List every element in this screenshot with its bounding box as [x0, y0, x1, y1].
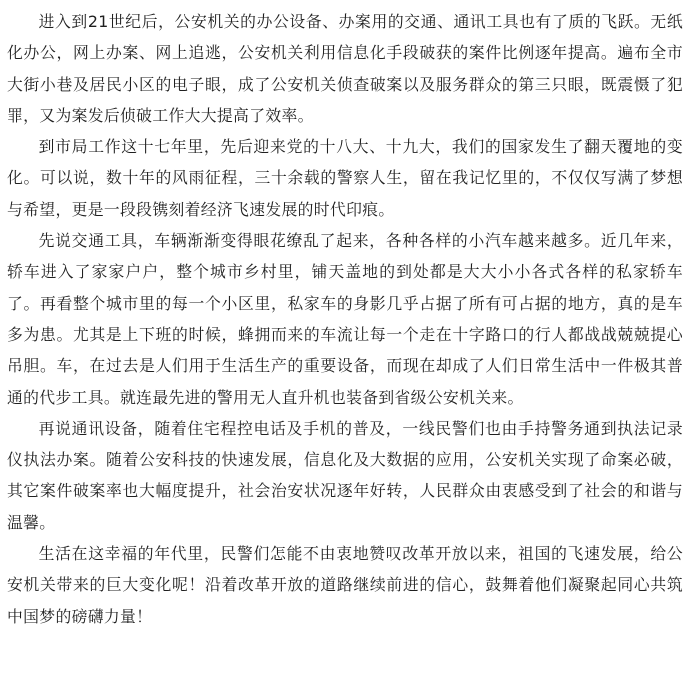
paragraph-2: 到市局工作这十七年里，先后迎来党的十八大、十九大，我们的国家发生了翻天覆地的变化。可以说，数十年的风雨征程，三十余载的警察人生，留在我记忆里的，不仅仅写满了梦想与希望，更是一段段镌刻着经济飞速发展的时代印痕。: [7, 137, 683, 219]
paragraph-3: 先说交通工具，车辆渐渐变得眼花缭乱了起来，各种各样的小汽车越来越多。近几年来，轿车进入了家家户户，整个城市乡村里，铺天盖地的到处都是大大小小各式各样的私家轿车了。再看整个城市里的每一个小区里，私家车的身影几乎占据了所有可占据的地方，真的是车多为患。尤其是上下班的时候，蜂拥而来的车流让每一个走在十字路口的行人都战战兢兢提心吊胆。车，在过去是人们用于生活生产的重要设备，而现在却成了人们日常生活中一件极其普通的代步工具。就连最先进的警用无人直升机也装备到省级公安机关来。: [7, 231, 683, 407]
article-body: [7, 6, 683, 632]
paragraph-5: 生活在这幸福的年代里，民警们怎能不由衷地赞叹改革开放以来，祖国的飞速发展，给公安机关带来的巨大变化呢！沿着改革开放的道路继续前进的信心，鼓舞着他们凝聚起同心共筑中国梦的磅礴力量！: [7, 544, 683, 626]
paragraph-4: 再说通讯设备，随着住宅程控电话及手机的普及，一线民警们也由手持警务通到执法记录仪执法办案。随着公安科技的快速发展，信息化及大数据的应用，公安机关实现了命案必破，其它案件破案率也大幅度提升，社会治安状况逐年好转，人民群众由衷感受到了社会的和谐与温馨。: [7, 418, 683, 532]
paragraph-1: 进入到21世纪后，公安机关的办公设备、办案用的交通、通讯工具也有了质的飞跃。无纸化办公，网上办案、网上追逃，公安机关利用信息化手段破获的案件比例逐年提高。遍布全市大街小巷及居民小区的电子眼，成了公安机关侦查破案以及服务群众的第三只眼，既震慑了犯罪，又为案发后侦破工作大大提高了效率。: [7, 12, 683, 125]
